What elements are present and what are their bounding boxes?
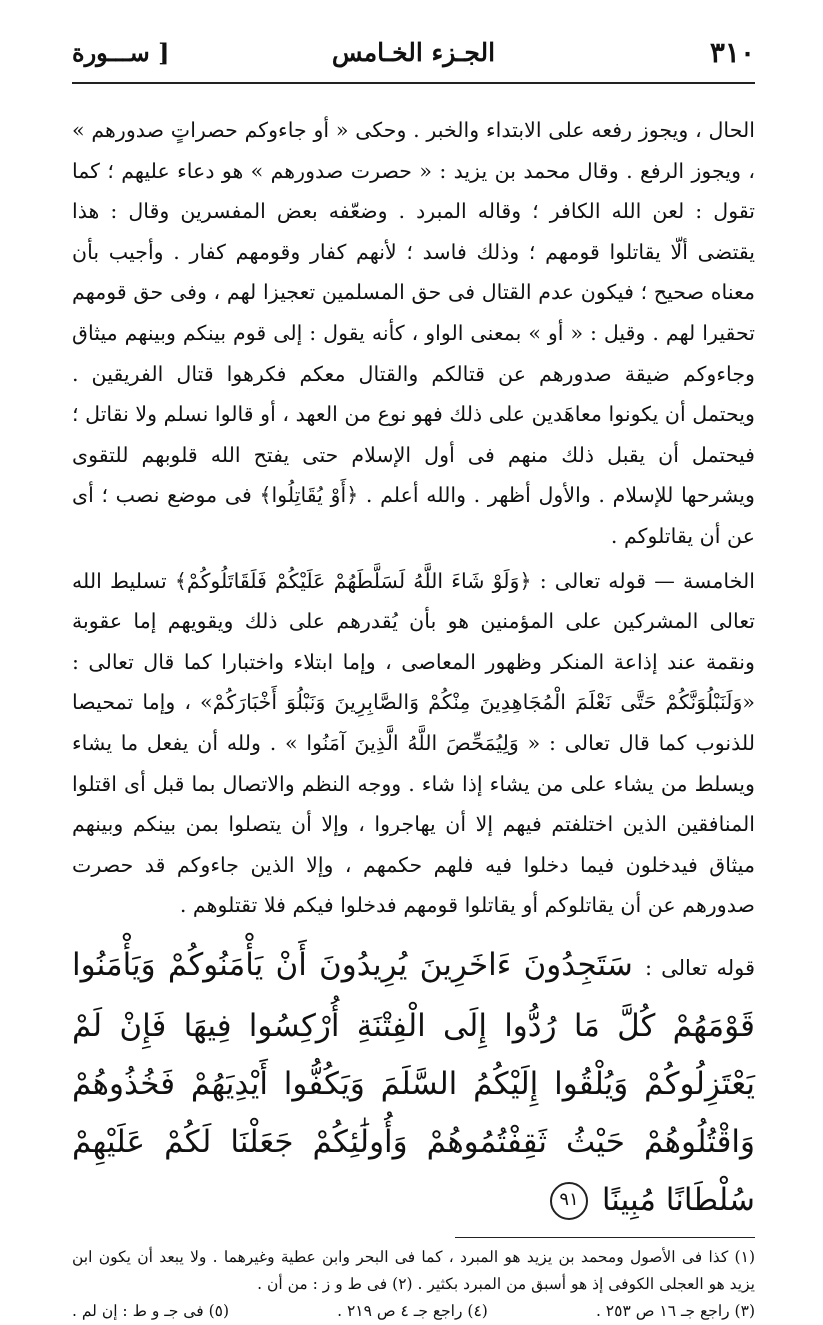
body-text xyxy=(72,110,755,1229)
verse-text: سَتَجِدُونَ ءَاخَرِينَ يُرِيدُونَ أَنْ يَأْمَنُوكُمْ وَيَأْمَنُوا قَوْمَهُمْ كُلَّ مَا رُدُّوا إِلَى الْفِتْنَةِ أُرْكِسُوا فِيهَا فَإِنْ لَمْ يَعْتَزِلُوكُمْ وَيُلْقُوا إِلَيْكُمُ السَّلَمَ وَيَكُفُّوا أَيْدِيَهُمْ فَخُذُوهُمْ وَاقْتُلُوهُمْ حَيْثُ ثَقِفْتُمُوهُمْ وَأُولَٰئِكُمْ جَعَلْنَا لَكُمْ عَلَيْهِمْ سُلْطَانًا مُبِينًا xyxy=(72,946,755,1218)
footnote-4: (٤) راجع جـ ٤ ص ٢١٩ . xyxy=(337,1301,488,1320)
footnotes xyxy=(72,1244,755,1325)
footnote-3: (٣) راجع جـ ١٦ ص ٢٥٣ . xyxy=(595,1301,755,1320)
surah-label: [ ســـورة xyxy=(72,37,170,67)
footnote-2: (٢) فى ط و ز : من أن . xyxy=(257,1274,413,1293)
footnote-5: (٥) فى جـ و ط : إن لم . xyxy=(72,1301,230,1320)
footnote-line xyxy=(72,1244,755,1298)
footnote-line xyxy=(72,1298,755,1325)
quran-verse xyxy=(72,936,755,1229)
footnote-1: (١) كذا فى الأصول ومحمد بن يزيد هو المبرد ، كما فى البحر وابن عطية وغيرهما . ولا يبعد أن يكون ابن يزيد هو العجلى الكوفى إذ هو أسبق من المبرد بكثير . xyxy=(72,1247,755,1293)
paragraph: الخامسة — قوله تعالى : ﴿وَلَوْ شَاءَ اللَّهُ لَسَلَّطَهُمْ عَلَيْكُمْ فَلَقَاتَلُوكُمْ﴾ تسليط الله تعالى المشركين على المؤمنين هو بأن يُقدرهم على ذلك ويقويهم إما عقوبة ونقمة عند إذاعة المنكر وظهور المعاصى ، وإما ابتلاء واختبارا كما قال تعالى : «وَلَنَبْلُوَنَّكُمْ حَتَّى نَعْلَمَ الْمُجَاهِدِينَ مِنْكُمْ وَالصَّابِرِينَ وَنَبْلُوَ أَخْبَارَكُمْ» ، وإما تمحيصا للذنوب كما قال تعالى : « وَلِيُمَحِّصَ اللَّهُ الَّذِينَ آمَنُوا » . ولله أن يفعل ما يشاء ويسلط من يشاء على من يشاء إذا شاء . ووجه النظم والاتصال بما قبل أى اقتلوا المنافقين الذين اختلفتم فيهم إلا أن يهاجروا ، وإلا أن يتصلوا بمن بينكم وبينهم ميثاق فيدخلون فيما دخلوا فيه فلهم حكمهم ، وإلا الذين جاءوكم قد حصرت صدورهم عن أن يقاتلوكم أو يقاتلوا قومهم فدخلوا فيكم فلا تقتلوهم . xyxy=(72,568,755,918)
part-title: الجـزء الخـامس xyxy=(331,37,496,67)
header-rule xyxy=(72,82,755,84)
verse-number-ornament: ٩١ xyxy=(550,1182,588,1220)
verse-intro: قوله تعالى : xyxy=(645,955,755,980)
footnote-rule xyxy=(455,1237,755,1238)
paragraph: الحال ، ويجوز رفعه على الابتداء والخبر . وحكى « أو جاءوكم حصراتٍ صدورهم » ، ويجوز الرفع . وقال محمد بن يزيد : « حصرت صدورهم » هو دعاء عليهم ؛ كما تقول : لعن الله الكافر ؛ وقاله المبرد . وضعّفه بعض المفسرين وقال : هذا يقتضى ألّا يقاتلوا قومهم ؛ وذلك فاسد ؛ لأنهم كفار وقومهم كفار . وأجيب بأن معناه صحيح ؛ فيكون عدم القتال فى حق المسلمين تعجيزا لهم ، وفى حق قومهم تحقيرا لهم . وقيل : « أو » بمعنى الواو ، كأنه يقول : إلى قوم بينكم وبينهم ميثاق وجاءوكم ضيقة صدورهم عن قتالكم والقتال معكم فكرهوا قتال الفريقين . ويحتمل أن يكونوا معاهَدين على ذلك فهو نوع من العهد ، أو قالوا نسلم ولا نقاتل ؛ فيحتمل أن يقبل ذلك منهم فى أول الإسلام حتى يفتح الله قلوبهم للتقوى ويشرحها للإسلام . والأول أظهر . والله أعلم . ﴿أَوْ يُقَاتِلُوا﴾ فى موضع نصب ؛ أى عن أن يقاتلوكم . xyxy=(72,118,755,548)
page-header xyxy=(72,30,755,74)
page-number: ٣١٠ xyxy=(709,35,755,69)
